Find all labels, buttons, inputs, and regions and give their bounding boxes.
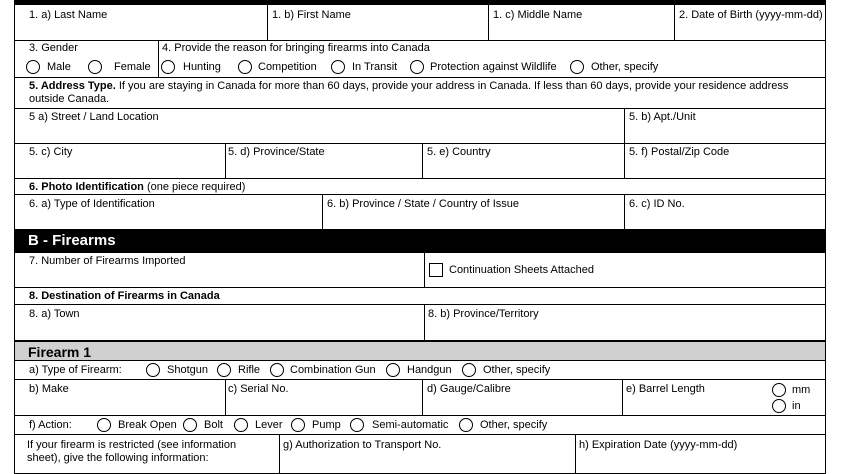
- reason-label: 4. Provide the reason for bringing firearms into Canada: [162, 42, 430, 54]
- other-action-radio[interactable]: [459, 418, 473, 432]
- handgun-radio[interactable]: [386, 363, 400, 377]
- other-reason-radio[interactable]: [570, 60, 584, 74]
- lever-label: Lever: [255, 419, 283, 431]
- country-label: 5. e) Country: [427, 146, 491, 158]
- competition-radio[interactable]: [238, 60, 252, 74]
- last-name-field[interactable]: [14, 4, 268, 41]
- town-label: 8. a) Town: [29, 308, 80, 320]
- in-transit-radio[interactable]: [331, 60, 345, 74]
- break-open-radio[interactable]: [97, 418, 111, 432]
- restricted-info-line-1: If your firearm is restricted (see information: [27, 439, 237, 451]
- other-firearm-label: Other, specify: [483, 364, 551, 376]
- continuation-field: [424, 252, 826, 288]
- address-type-heading: 5. Address Type.: [29, 80, 116, 92]
- middle-name-field[interactable]: [488, 4, 675, 41]
- photo-id-heading: [29, 181, 245, 194]
- id-number-label: 6. c) ID No.: [629, 198, 685, 210]
- in-label: in: [792, 400, 801, 412]
- street-label: 5 a) Street / Land Location: [29, 111, 159, 123]
- in-transit-label: In Transit: [352, 61, 398, 73]
- photo-id-heading-note: (one piece required): [143, 181, 246, 193]
- make-field[interactable]: [14, 379, 226, 416]
- number-imported-label: 7. Number of Firearms Imported: [29, 255, 186, 267]
- destination-province-label: 8. b) Province/Territory: [428, 308, 539, 320]
- last-name-label: 1. a) Last Name: [29, 9, 108, 21]
- firearm-type-label: a) Type of Firearm:: [29, 364, 122, 376]
- serial-number-field[interactable]: [225, 379, 423, 416]
- section-b-title: B - Firearms: [28, 232, 116, 249]
- apt-label: 5. b) Apt./Unit: [629, 111, 696, 123]
- bolt-label: Bolt: [204, 419, 223, 431]
- shotgun-label: Shotgun: [167, 364, 208, 376]
- date-of-birth-field[interactable]: [674, 4, 826, 41]
- rifle-label: Rifle: [238, 364, 261, 376]
- combination-gun-label: Combination Gun: [290, 364, 376, 376]
- male-radio[interactable]: [26, 60, 40, 74]
- make-label: b) Make: [29, 383, 69, 395]
- protection-label: Protection against Wildlife: [430, 61, 557, 73]
- serial-number-label: c) Serial No.: [228, 383, 289, 395]
- expiration-label: h) Expiration Date (yyyy-mm-dd): [579, 439, 738, 451]
- barrel-length-label: e) Barrel Length: [626, 383, 705, 395]
- bolt-radio[interactable]: [183, 418, 197, 432]
- id-type-field[interactable]: [14, 194, 323, 230]
- hunting-radio[interactable]: [161, 60, 175, 74]
- id-province-label: 6. b) Province / State / Country of Issue: [327, 198, 519, 210]
- female-radio[interactable]: [88, 60, 102, 74]
- male-label: Male: [47, 61, 71, 73]
- other-firearm-radio[interactable]: [462, 363, 476, 377]
- other-reason-label: Other, specify: [591, 61, 659, 73]
- firearm-1-title: Firearm 1: [28, 344, 92, 360]
- address-type-instructions: If you are staying in Canada for more than 60 days, provide your address in Canada. If less than 60 days, provide your residence address: [115, 80, 789, 92]
- action-label: f) Action:: [29, 419, 72, 431]
- mm-radio[interactable]: [772, 383, 786, 397]
- address-type-text: [29, 80, 788, 93]
- handgun-label: Handgun: [407, 364, 452, 376]
- rifle-radio[interactable]: [217, 363, 231, 377]
- first-name-field[interactable]: [267, 4, 489, 41]
- authorization-field[interactable]: [279, 434, 576, 474]
- shotgun-radio[interactable]: [146, 363, 160, 377]
- gauge-calibre-label: d) Gauge/Calibre: [427, 383, 511, 395]
- restricted-info-line-2: sheet), give the following information:: [27, 452, 209, 464]
- other-action-label: Other, specify: [480, 419, 548, 431]
- postal-code-label: 5. f) Postal/Zip Code: [629, 146, 730, 158]
- continuation-checkbox[interactable]: [429, 263, 443, 277]
- section-b-header: [14, 230, 826, 252]
- date-of-birth-label: 2. Date of Birth (yyyy-mm-dd): [679, 9, 823, 21]
- hunting-label: Hunting: [183, 61, 221, 73]
- pump-label: Pump: [312, 419, 341, 431]
- protection-radio[interactable]: [410, 60, 424, 74]
- competition-label: Competition: [258, 61, 317, 73]
- continuation-label: Continuation Sheets Attached: [449, 264, 594, 276]
- city-field[interactable]: [14, 143, 226, 179]
- authorization-label: g) Authorization to Transport No.: [283, 439, 442, 451]
- mm-label: mm: [792, 384, 811, 396]
- province-state-label: 5. d) Province/State: [228, 146, 325, 158]
- id-province-field[interactable]: [322, 194, 625, 230]
- country-field[interactable]: [422, 143, 625, 179]
- in-radio[interactable]: [772, 399, 786, 413]
- first-name-label: 1. b) First Name: [272, 9, 351, 21]
- middle-name-label: 1. c) Middle Name: [493, 9, 583, 21]
- id-number-field[interactable]: [624, 194, 826, 230]
- expiration-field[interactable]: [575, 434, 826, 474]
- province-state-field[interactable]: [225, 143, 423, 179]
- postal-code-field[interactable]: [624, 143, 826, 179]
- semi-automatic-radio[interactable]: [350, 418, 364, 432]
- number-imported-field[interactable]: [14, 252, 425, 288]
- combination-gun-radio[interactable]: [270, 363, 284, 377]
- pump-radio[interactable]: [291, 418, 305, 432]
- street-field[interactable]: [14, 108, 625, 144]
- break-open-label: Break Open: [118, 419, 177, 431]
- photo-id-heading-bold: 6. Photo Identification: [29, 181, 144, 193]
- gender-label: 3. Gender: [29, 42, 78, 54]
- female-label: Female: [114, 61, 151, 73]
- apt-field[interactable]: [624, 108, 826, 144]
- city-label: 5. c) City: [29, 146, 73, 158]
- destination-province-field[interactable]: [424, 304, 826, 341]
- destination-heading: 8. Destination of Firearms in Canada: [29, 290, 220, 302]
- semi-automatic-label: Semi-automatic: [372, 419, 449, 431]
- town-field[interactable]: [14, 304, 425, 341]
- address-type-instructions-2: outside Canada.: [29, 93, 110, 105]
- id-type-label: 6. a) Type of Identification: [29, 198, 155, 210]
- lever-radio[interactable]: [234, 418, 248, 432]
- firearm-1-header: [14, 341, 826, 361]
- gauge-calibre-field[interactable]: [422, 379, 623, 416]
- restricted-info-cell: [14, 434, 280, 474]
